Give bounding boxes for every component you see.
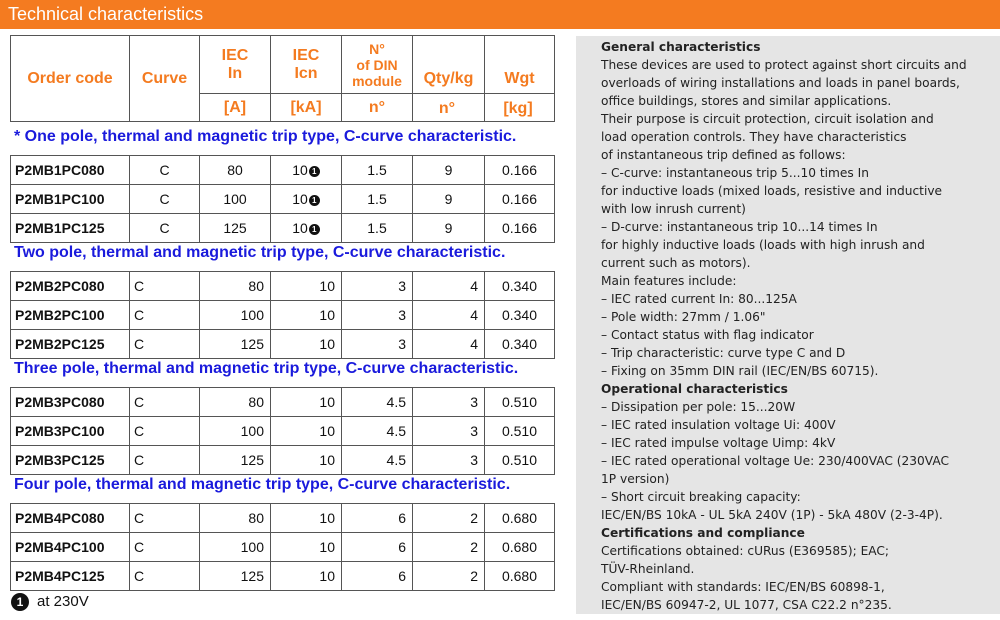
panel-line: – Trip characteristic: curve type C and D bbox=[601, 346, 846, 360]
table-cell: P2MB4PC100 bbox=[11, 533, 130, 562]
table-cell: 0.340 bbox=[485, 272, 555, 301]
table-cell: 9 bbox=[413, 214, 485, 243]
table-three-pole bbox=[10, 387, 555, 475]
header-iec-icn: IEC Icn bbox=[271, 36, 342, 94]
unit-qty: n° bbox=[438, 100, 456, 117]
note-1-icon: 1 bbox=[309, 166, 320, 177]
table-cell: P2MB4PC125 bbox=[11, 562, 130, 591]
table-cell: 0.680 bbox=[485, 533, 555, 562]
table-cell: C bbox=[130, 388, 200, 417]
table-row bbox=[11, 446, 555, 475]
table-cell: 100 bbox=[200, 185, 271, 214]
table-cell: 1.5 bbox=[342, 156, 413, 185]
table-cell: P2MB2PC080 bbox=[11, 272, 130, 301]
table-cell: P2MB1PC100 bbox=[11, 185, 130, 214]
table-row bbox=[11, 272, 555, 301]
panel-line: for inductive loads (mixed loads, resistive and inductive bbox=[601, 184, 943, 198]
table-cell: C bbox=[130, 562, 200, 591]
table-cell: 10 bbox=[271, 504, 342, 533]
note-1-icon: 1 bbox=[309, 224, 320, 235]
table-cell: 80 bbox=[200, 388, 271, 417]
table-row bbox=[11, 533, 555, 562]
table-cell: 0.510 bbox=[485, 388, 555, 417]
panel-line: – Pole width: 27mm / 1.06" bbox=[601, 310, 766, 324]
table-cell: C bbox=[130, 185, 200, 214]
table-cell: 3 bbox=[342, 330, 413, 359]
table-cell: 0.680 bbox=[485, 504, 555, 533]
panel-line: These devices are used to protect against short circuits and bbox=[601, 58, 967, 72]
table-cell: 4 bbox=[413, 272, 485, 301]
note-1-icon: 1 bbox=[309, 195, 320, 206]
table-cell: 10 bbox=[271, 330, 342, 359]
table-cell: 4.5 bbox=[342, 446, 413, 475]
table-cell: 80 bbox=[200, 272, 271, 301]
table-cell: 3 bbox=[413, 446, 485, 475]
table-cell: C bbox=[130, 272, 200, 301]
table-cell: 80 bbox=[200, 156, 271, 185]
table-cell: C bbox=[130, 417, 200, 446]
table-row bbox=[11, 301, 555, 330]
panel-line: – IEC rated operational voltage Ue: 230/400VAC (230VAC bbox=[601, 454, 949, 468]
table-cell: 0.340 bbox=[485, 330, 555, 359]
table-cell: C bbox=[130, 446, 200, 475]
table-cell: C bbox=[130, 504, 200, 533]
table-cell: 10 1 bbox=[271, 185, 342, 214]
panel-heading: General characteristics bbox=[601, 40, 761, 54]
panel-line: Main features include: bbox=[601, 274, 737, 288]
table-cell: P2MB1PC125 bbox=[11, 214, 130, 243]
table-cell: 6 bbox=[342, 562, 413, 591]
note-1-icon: 1 bbox=[11, 593, 29, 611]
table-one-pole bbox=[10, 155, 555, 243]
unit-din: n° bbox=[342, 94, 413, 122]
table-cell: 125 bbox=[200, 330, 271, 359]
table-cell: P2MB1PC080 bbox=[11, 156, 130, 185]
page-title: Technical characteristics bbox=[8, 4, 204, 24]
unit-in: [A] bbox=[200, 94, 271, 122]
table-cell: 4.5 bbox=[342, 417, 413, 446]
panel-line: office buildings, stores and similar applications. bbox=[601, 94, 892, 108]
table-cell: C bbox=[130, 301, 200, 330]
table-cell: 10 1 bbox=[271, 214, 342, 243]
unit-icn: [kA] bbox=[271, 94, 342, 122]
table-cell: 10 bbox=[271, 562, 342, 591]
table-cell: 3 bbox=[342, 301, 413, 330]
section-title-3p: Three pole, thermal and magnetic trip type, C-curve characteristic. bbox=[14, 360, 519, 377]
table-cell: 4.5 bbox=[342, 388, 413, 417]
table-row bbox=[11, 214, 555, 243]
panel-line: current such as motors). bbox=[601, 256, 751, 270]
table-cell: 0.510 bbox=[485, 417, 555, 446]
panel-line: – D-curve: instantaneous trip 10...14 times In bbox=[601, 220, 878, 234]
table-cell: P2MB3PC080 bbox=[11, 388, 130, 417]
table-cell: 10 bbox=[271, 301, 342, 330]
table-cell: 2 bbox=[413, 533, 485, 562]
header-curve: Curve bbox=[130, 36, 200, 122]
panel-line: – C-curve: instantaneous trip 5...10 times In bbox=[601, 166, 869, 180]
section-title-2p: Two pole, thermal and magnetic trip type, C-curve characteristic. bbox=[14, 244, 506, 261]
table-two-pole bbox=[10, 271, 555, 359]
table-cell: 80 bbox=[200, 504, 271, 533]
table-row bbox=[11, 388, 555, 417]
table-row bbox=[11, 185, 555, 214]
table-cell: 9 bbox=[413, 185, 485, 214]
header-din-module: N° of DIN module bbox=[342, 36, 413, 94]
table-row bbox=[11, 504, 555, 533]
table-cell: 3 bbox=[413, 417, 485, 446]
table-cell: 100 bbox=[200, 533, 271, 562]
table-cell: 100 bbox=[200, 301, 271, 330]
panel-line: – IEC rated impulse voltage Uimp: 4kV bbox=[601, 436, 836, 450]
table-row bbox=[11, 562, 555, 591]
table-cell: 0.166 bbox=[485, 156, 555, 185]
characteristics-text bbox=[601, 38, 996, 614]
table-cell: 1.5 bbox=[342, 214, 413, 243]
table-cell: 10 1 bbox=[271, 156, 342, 185]
panel-line: – Contact status with flag indicator bbox=[601, 328, 814, 342]
panel-line: for highly inductive loads (loads with high inrush and bbox=[601, 238, 925, 252]
table-cell: 4 bbox=[413, 301, 485, 330]
title-bar bbox=[0, 0, 1000, 29]
table-cell: C bbox=[130, 156, 200, 185]
panel-line: – Dissipation per pole: 15...20W bbox=[601, 400, 796, 414]
table-cell: 10 bbox=[271, 388, 342, 417]
header-order-code: Order code bbox=[11, 36, 130, 122]
panel-heading: Operational characteristics bbox=[601, 382, 788, 396]
table-row bbox=[11, 417, 555, 446]
table-cell: 6 bbox=[342, 533, 413, 562]
table-cell: C bbox=[130, 214, 200, 243]
panel-line: IEC/EN/BS 60947-2, UL 1077, CSA C22.2 n°235. bbox=[601, 598, 892, 612]
table-cell: 2 bbox=[413, 504, 485, 533]
panel-line: IEC/EN/BS 10kA - UL 5kA 240V (1P) - 5kA 480V (2-3-4P). bbox=[601, 508, 943, 522]
section-title-1p: * One pole, thermal and magnetic trip type, C-curve characteristic. bbox=[14, 128, 517, 145]
header-wgt: Wgt bbox=[485, 36, 555, 122]
table-cell: 10 bbox=[271, 533, 342, 562]
table-cell: P2MB4PC080 bbox=[11, 504, 130, 533]
unit-wgt: [kg] bbox=[503, 100, 533, 117]
panel-line: of instantaneous trip defined as follows: bbox=[601, 148, 846, 162]
table-cell: 0.680 bbox=[485, 562, 555, 591]
table-cell: P2MB3PC100 bbox=[11, 417, 130, 446]
panel-line: Certifications obtained: cURus (E369585); EAC; bbox=[601, 544, 890, 558]
table-row bbox=[11, 330, 555, 359]
footnote-text: at 230V bbox=[37, 593, 89, 610]
table-cell: C bbox=[130, 330, 200, 359]
panel-line: overloads of wiring installations and loads in panel boards, bbox=[601, 76, 960, 90]
table-cell: 10 bbox=[271, 417, 342, 446]
table-cell: 0.510 bbox=[485, 446, 555, 475]
table-cell: 2 bbox=[413, 562, 485, 591]
panel-line: Their purpose is circuit protection, circuit isolation and bbox=[601, 112, 934, 126]
table-cell: 100 bbox=[200, 417, 271, 446]
panel-line: Compliant with standards: IEC/EN/BS 60898-1, bbox=[601, 580, 885, 594]
table-cell: P2MB2PC100 bbox=[11, 301, 130, 330]
header-qty: Qty/kg bbox=[413, 36, 485, 122]
table-cell: 125 bbox=[200, 446, 271, 475]
table-cell: 125 bbox=[200, 562, 271, 591]
panel-line: – Fixing on 35mm DIN rail (IEC/EN/BS 60715). bbox=[601, 364, 879, 378]
panel-line: 1P version) bbox=[601, 472, 670, 486]
panel-line: TÜV-Rheinland. bbox=[601, 562, 695, 576]
unit-divider bbox=[412, 93, 554, 94]
table-cell: 3 bbox=[342, 272, 413, 301]
table-cell: 125 bbox=[200, 214, 271, 243]
panel-line: – IEC rated insulation voltage Ui: 400V bbox=[601, 418, 836, 432]
section-title-4p: Four pole, thermal and magnetic trip type, C-curve characteristic. bbox=[14, 476, 511, 493]
table-cell: 9 bbox=[413, 156, 485, 185]
panel-line: with low inrush current) bbox=[601, 202, 746, 216]
table-cell: 6 bbox=[342, 504, 413, 533]
table-cell: 10 bbox=[271, 446, 342, 475]
table-cell: C bbox=[130, 533, 200, 562]
characteristics-panel bbox=[576, 36, 1000, 614]
panel-heading: Certifications and compliance bbox=[601, 526, 805, 540]
table-row bbox=[11, 156, 555, 185]
panel-line: – IEC rated current In: 80...125A bbox=[601, 292, 797, 306]
header-iec-in: IEC In bbox=[200, 36, 271, 94]
table-cell: P2MB3PC125 bbox=[11, 446, 130, 475]
panel-line: load operation controls. They have characteristics bbox=[601, 130, 907, 144]
table-cell: 4 bbox=[413, 330, 485, 359]
table-cell: 10 bbox=[271, 272, 342, 301]
table-cell: 0.340 bbox=[485, 301, 555, 330]
table-cell: 3 bbox=[413, 388, 485, 417]
table-four-pole bbox=[10, 503, 555, 591]
table-cell: P2MB2PC125 bbox=[11, 330, 130, 359]
panel-line: – Short circuit breaking capacity: bbox=[601, 490, 801, 504]
footnote bbox=[10, 593, 89, 611]
table-cell: 1.5 bbox=[342, 185, 413, 214]
table-cell: 0.166 bbox=[485, 214, 555, 243]
table-cell: 0.166 bbox=[485, 185, 555, 214]
